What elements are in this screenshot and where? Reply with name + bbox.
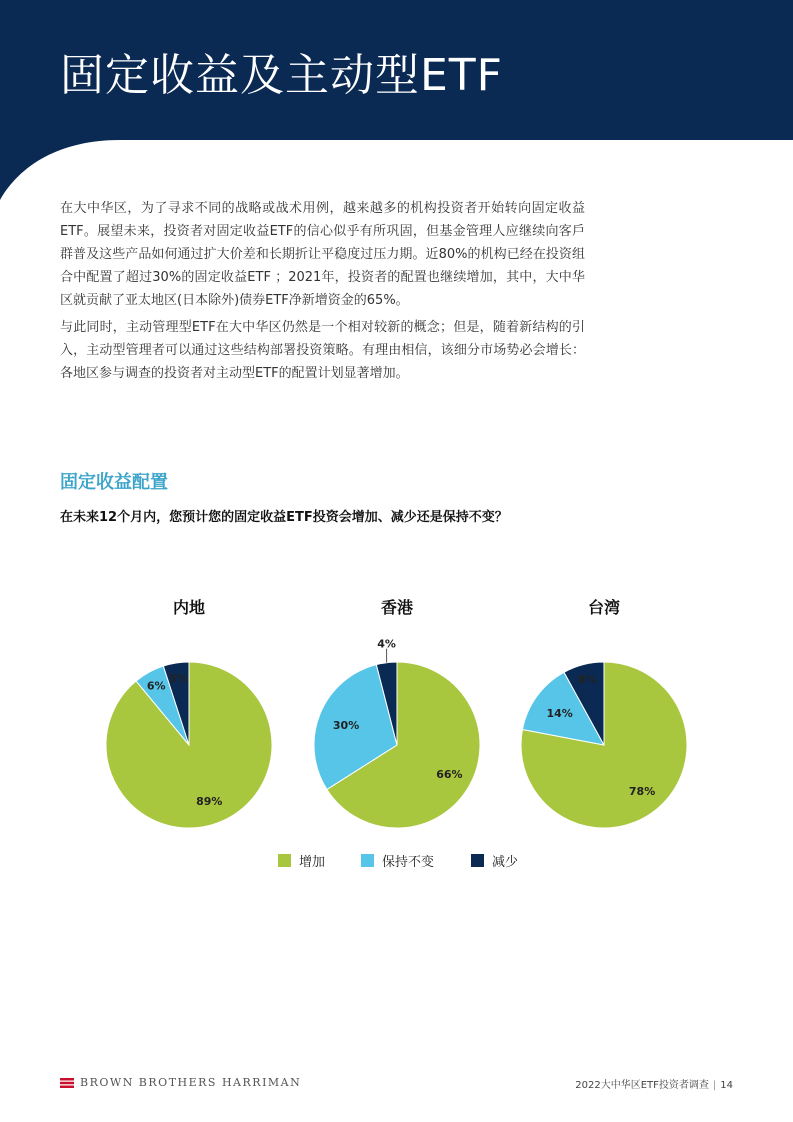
legend-item-unchanged [361,851,434,870]
pie-label-hongkong-decrease: 4% [377,637,396,651]
bbh-flag-icon [60,1078,74,1088]
pie-title-hongkong: 香港 [380,598,414,617]
header-banner [0,0,793,210]
footer-page-info [575,1076,733,1091]
body-paragraph-2: 与此同时，主动管理型ETF在大中华区仍然是一个相对较新的概念；但是，随着新结构的引入，主动型管理者可以通过这些结构部署投资策略。有理由相信，该细分市场势必会增长：各地区参与调查的投资者对主动型ETF的配置计划显著增加。 [60,320,585,381]
legend-swatch-unchanged [361,854,374,867]
legend-label-increase: 增加 [299,855,326,870]
pie-title-taiwan: 台湾 [587,598,621,617]
pie-label-mainland-unchanged: 6% [146,679,166,693]
legend-label-unchanged: 保持不变 [382,855,435,870]
pie-title-mainland: 内地 [172,598,206,617]
section-title: 固定收益配置 [60,472,168,493]
header-background [0,0,793,210]
pie-label-taiwan-decrease: 8% [577,673,597,687]
pie-label-taiwan-increase: 78% [628,785,656,799]
pie-label-hongkong-increase: 66% [436,767,463,781]
survey-question: 在未来12个月内，您预计您的固定收益ETF投资会增加、减少还是保持不变？ [60,510,508,525]
chart-legend [0,851,793,871]
legend-swatch-increase [278,854,291,867]
pie-label-hongkong-unchanged: 30% [332,718,360,732]
pie-label-mainland-decrease: 5% [169,671,188,685]
brand-logo [60,1076,301,1089]
legend-label-decrease: 减少 [492,855,519,870]
legend-item-decrease [471,851,518,870]
pie-label-mainland-increase: 89% [196,795,223,809]
page-title: 固定收益及主动型ETF [60,50,503,101]
page-number: 14 [720,1080,733,1091]
brand-logo-text: BROWN BROTHERS HARRIMAN [80,1076,302,1089]
body-paragraph-1: 在大中华区，为了寻求不同的战略或战术用例，越来越多的机构投资者开始转向固定收益ETF。展望未来，投资者对固定收益ETF的信心似乎有所巩固，但基金管理人应继续向客戶群普及这些产品如何通过扩大价差和长期折让平稳度过压力期。近80%的机构已经在投资组合中配置了超过30%的固定收益ETF ；2021年，投资者的配置也继续增加，其中，大中华区就贡献了亚太地区(日本除外)债券ETF净新增资金的65%。 [60,201,585,308]
pie-charts [0,580,793,840]
legend-swatch-decrease [471,854,484,867]
pie-label-taiwan-unchanged: 14% [546,706,573,720]
footer-report-title: 2022大中华区ETF投资者调查 [575,1080,709,1091]
legend-item-increase [278,851,325,870]
footer-separator: | [712,1080,717,1091]
